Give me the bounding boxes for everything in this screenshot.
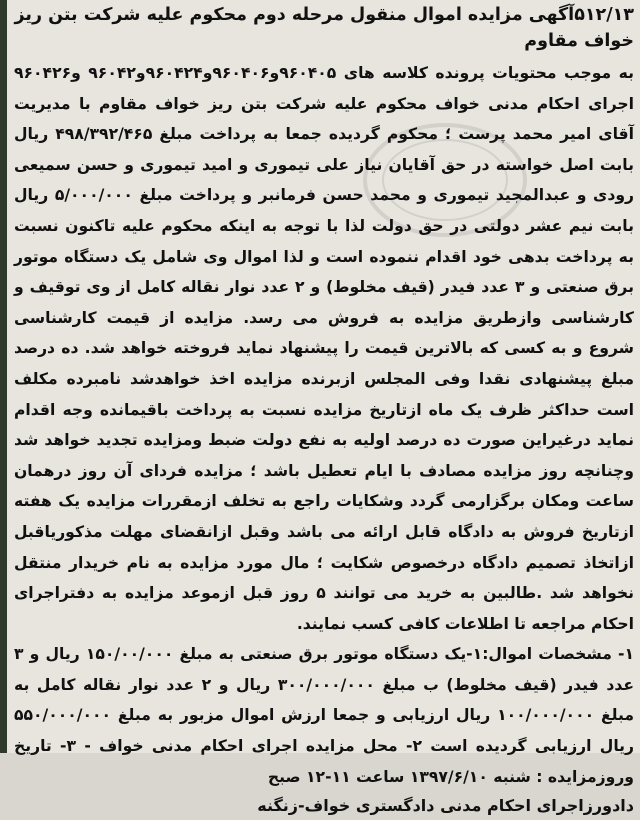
notice-title-text: آگهی مزایده اموال منقول مرحله دوم محکوم علیه شرکت بتن ریز خواف مقاوم bbox=[14, 5, 634, 51]
notice-paragraph-specs: ۱- مشخصات اموال:۱-یک دستگاه موتور برق صنعتی به مبلغ ۱۵۰/۰۰/۰۰۰ ریال و ۳ عدد فیدر (قیف مخلوط) ب مبلغ ۳۰۰/۰۰۰/۰۰۰ ریال و ۲ عدد نوار نقاله کامل به مبلغ ۱۰۰/۰۰۰/۰۰۰ ریال ارزیابی و جمعا ارزش اموال مزبور به مبلغ ۵۵۰/۰۰۰/۰۰۰ ریال ارزیابی گردیده است ۲- محل مزایده اجرای احکام مدنی خواف - ۳- تاریخ وروزمزایده : شنبه ۱۳۹۷/۶/۱۰ ساعت ۱۱-۱۲ صبح bbox=[14, 645, 635, 786]
notice-signature: دادورزاجرای احکام مدنی دادگستری خواف-زنگنه bbox=[257, 796, 634, 816]
notice-paragraph-main: به موجب محتویات پرونده کلاسه های ۹۶۰۴۰۵و۹۶۰۴۰۶و۹۶۰۴۲۴و۹۶۰۴۲ و۹۶۰۴۲۶ اجرای احکام مدنی خواف محکوم علیه شرکت بتن ریز خواف مقاوم با مدیریت آقای امیر محمد پرست ؛ محکوم گردیده جمعا به پرداخت مبلغ ۴۹۸/۳۹۲/۴۶۵ ریال بابت اصل خواسته در حق آقایان نیاز علی تیموری و امید تیموری و حسن سمیعی رودی و عبدالمجید تیموری و محمد حسن فرمانبر و پرداخت مبلغ ۵/۰۰۰/۰۰۰ ریال بابت نیم عشر دولتی در حق دولت لذا با توجه به اینکه محکوم علیه تاکنون نسبت به پرداخت بدهی خود اقدام ننموده است و لذا اموال وی شامل یک دستگاه موتور برق صنعتی و ۳ عدد فیدر (قیف مخلوط) و ۲ عدد نوار نقاله کامل از وی توقیف و کارشناسی وازطریق مزایده به فروش می رسد. مزایده از قیمت کارشناسی شروع و به کسی که بالاترین قیمت را پیشنهاد نماید فروخته خواهد شد. ده درصد مبلغ پیشنهادی نقدا وفی المجلس ازبرنده مزایده اخذ خواهدشد نامبرده مکلف است حداکثر ظرف یک ماه ازتاریخ مزایده نسبت به پرداخت باقیمانده وجه اقدام نماید درغیراین صورت ده درصد اولیه به نفع دولت ضبط ومزایده تجدید خواهد شد وچنانچه روز مزایده مصادف با ایام تعطیل باشد ؛ مزایده فردای آن روز درهمان ساعت ومکان برگزارمی گردد وشکایات راجع به تخلف ازمقررات مزایده یک هفته ازتاریخ فروش به دادگاه قابل ارائه می باشد وقبل ازانقضای مهلت مذکوریاقبل ازاتخاذ تصمیم دادگاه درخصوص شکایت ؛ مال مورد مزایده به نام خریدار منتقل نخواهد شد .طالبین به خرید می توانند ۵ روز قبل ازموعد مزایده به دفتراجرای احکام مراجعه تا اطلاعات کافی کسب نمایند. bbox=[14, 64, 635, 633]
auction-notice bbox=[14, 2, 635, 816]
notice-number: ۵۱۲/۱۳ bbox=[574, 5, 634, 25]
notice-body bbox=[14, 58, 634, 792]
notice-title bbox=[14, 2, 634, 54]
page-edge-strip bbox=[0, 0, 7, 753]
